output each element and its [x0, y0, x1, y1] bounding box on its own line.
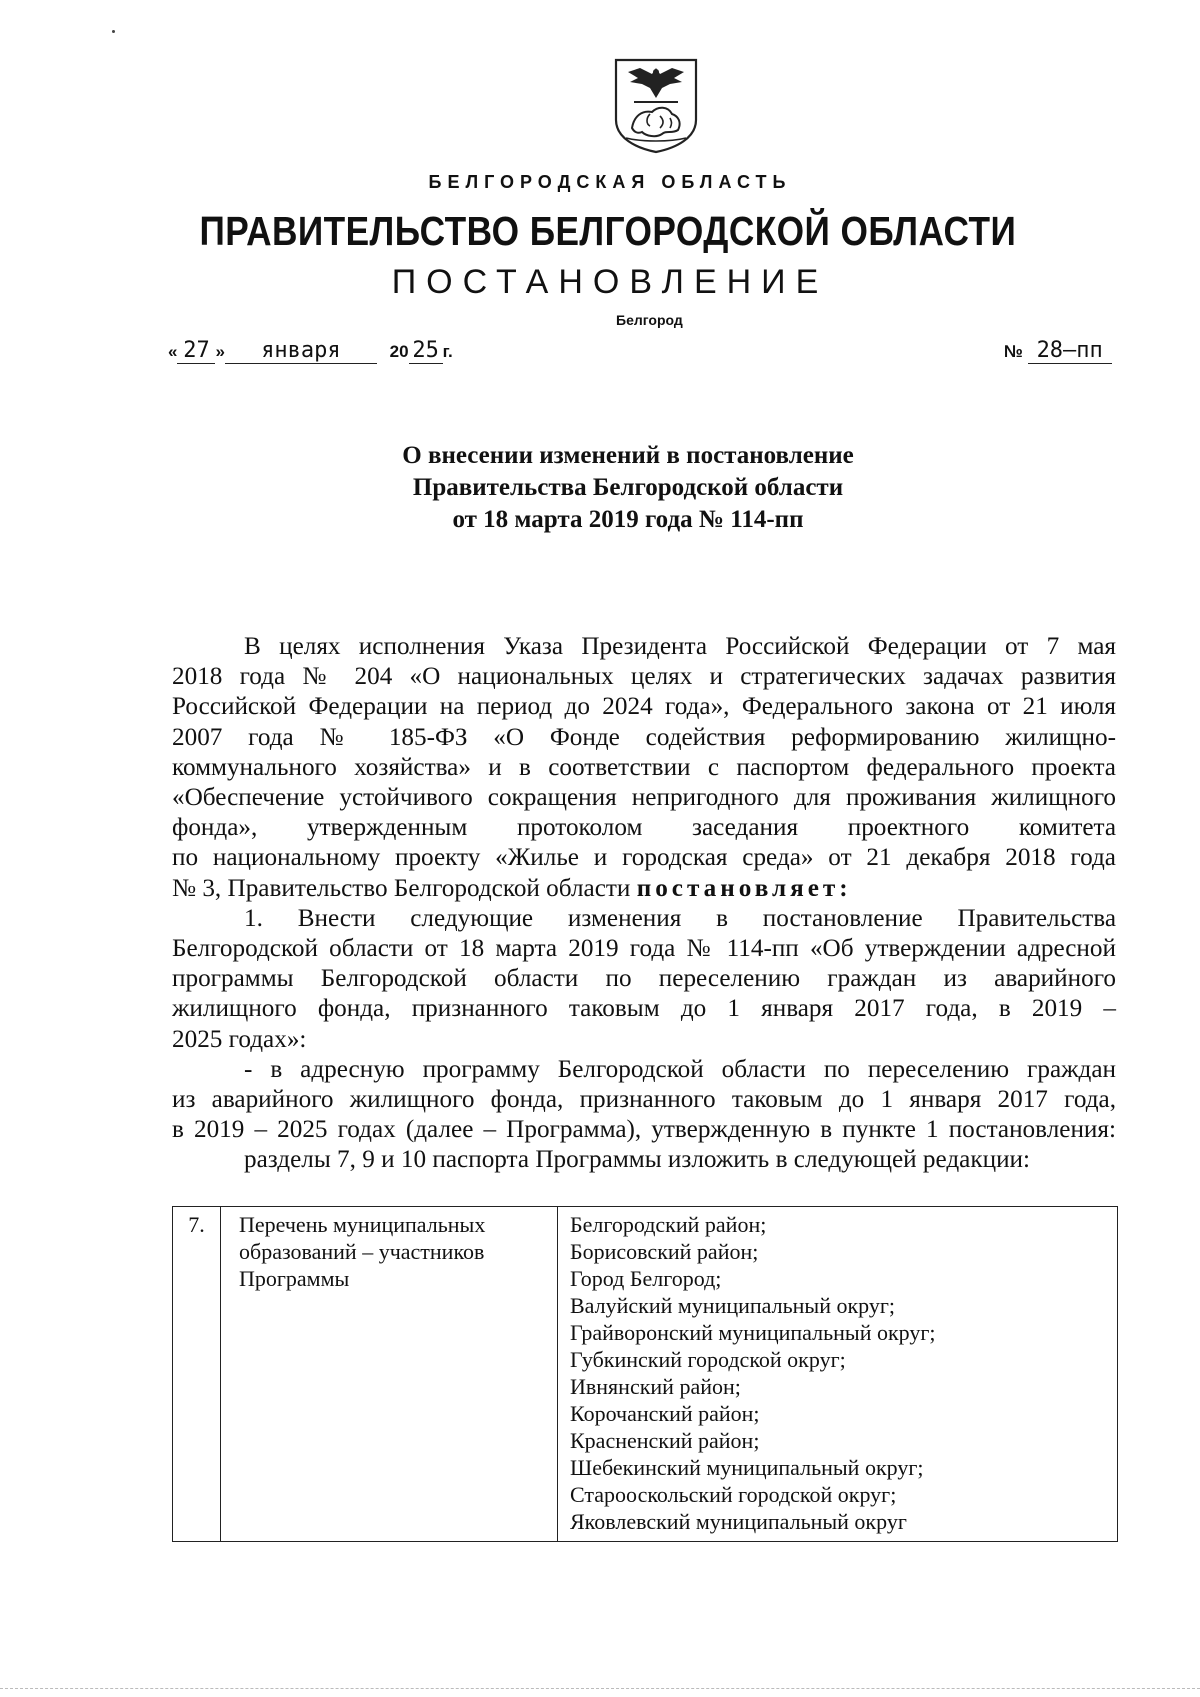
- title-line: Правительства Белгородской области: [412, 474, 844, 501]
- body-line: Российской Федерации на период до 2024 года», Федерального закона от 21 июля: [172, 693, 1116, 721]
- body-line: 1. Внести следующие изменения в постановление Правительства: [244, 904, 1116, 932]
- resolves-word: постановляет:: [636, 874, 852, 902]
- body-line: «Обеспечение устойчивого сокращения непригодного для проживания жилищного: [172, 784, 1116, 812]
- body-line: 2018 года № 204 «О национальных целях и стратегических задачах развития: [172, 663, 1116, 691]
- document-date: [168, 338, 453, 364]
- list-item: Корочанский район;: [570, 1401, 760, 1426]
- body-line: Белгородской области от 18 марта 2019 года № 114-пп «Об утверждении адресной: [172, 935, 1116, 963]
- table-row: [173, 1207, 1118, 1542]
- section-label-cell: [221, 1207, 558, 1542]
- label-line: Программы: [239, 1266, 350, 1291]
- date-month: января: [225, 338, 377, 364]
- region-heading: БЕЛГОРОДСКАЯ ОБЛАСТЬ: [428, 172, 792, 192]
- list-item: Губкинский городской округ;: [570, 1347, 846, 1372]
- body-line: коммунального хозяйства» и в соответствии с паспортом федерального проекта: [172, 753, 1116, 781]
- date-year-mark: г.: [442, 342, 453, 361]
- municipalities-cell: [558, 1207, 1118, 1542]
- body-line: - в адресную программу Белгородской области по переселению граждан: [244, 1055, 1116, 1083]
- list-item: Белгородский район;: [570, 1212, 767, 1237]
- date-open-quote: «: [168, 342, 178, 361]
- program-passport-table: [172, 1206, 1118, 1542]
- body-line: программы Белгородской области по переселению граждан из аварийного: [172, 965, 1116, 993]
- scan-edge-line: [0, 1688, 1200, 1689]
- date-year-suffix: 25: [409, 338, 443, 364]
- list-item: Яковлевский муниципальный округ: [570, 1509, 907, 1534]
- coat-of-arms-emblem: [612, 58, 700, 154]
- document-number: [1004, 338, 1112, 364]
- intro-last-text: № 3, Правительство Белгородской области: [172, 874, 631, 902]
- list-item: Старооскольский городской округ;: [570, 1482, 897, 1507]
- list-item: Шебекинский муниципальный округ;: [570, 1455, 924, 1480]
- list-item: Грайворонский муниципальный округ;: [570, 1320, 936, 1345]
- title-line: О внесении изменений в постановление: [402, 442, 854, 469]
- body-line: по национальному проекту «Жилье и городская среда» от 21 декабря 2018 года: [172, 844, 1116, 872]
- body-line: из аварийного жилищного фонда, признанного таковым до 1 января 2017 года,: [172, 1086, 1116, 1114]
- issuing-city: Белгород: [616, 312, 683, 328]
- date-close-quote: »: [215, 342, 225, 361]
- document-body: [172, 632, 1116, 1176]
- body-line: жилищного фонда, признанного таковым до 1 января 2017 года, в 2019 –: [172, 995, 1116, 1023]
- body-line: фонда», утвержденным протоколом заседания проектного комитета: [172, 814, 1116, 842]
- body-line: [172, 874, 1116, 904]
- date-year-prefix: 20: [389, 342, 409, 361]
- body-line: 2025 годах»:: [172, 1025, 307, 1053]
- body-line: В целях исполнения Указа Президента Российской Федерации от 7 мая: [244, 633, 1116, 660]
- body-line: 2007 года № 185-ФЗ «О Фонде содействия реформированию жилищно-: [172, 723, 1116, 751]
- body-line: в 2019 – 2025 годах (далее – Программа), утвержденную в пункте 1 постановления:: [172, 1116, 1116, 1144]
- number-value: 28–пп: [1028, 338, 1112, 364]
- section-number-cell: 7.: [173, 1207, 221, 1542]
- list-item: Красненский район;: [570, 1428, 760, 1453]
- document-type-heading: ПОСТАНОВЛЕНИЕ: [391, 263, 829, 301]
- list-item: Валуйский муниципальный округ;: [570, 1293, 896, 1318]
- government-heading: ПРАВИТЕЛЬСТВО БЕЛГОРОДСКОЙ ОБЛАСТИ: [199, 208, 1017, 254]
- label-line: Перечень муниципальных: [239, 1212, 486, 1237]
- number-label: №: [1004, 342, 1023, 361]
- date-day: 27: [177, 338, 215, 364]
- document-title: [0, 440, 1200, 536]
- title-line: от 18 марта 2019 года № 114-пп: [452, 506, 804, 533]
- list-item: Город Белгород;: [570, 1266, 722, 1291]
- scan-speck: [112, 30, 115, 33]
- label-line: образований – участников: [239, 1239, 485, 1264]
- body-line: разделы 7, 9 и 10 паспорта Программы изложить в следующей редакции:: [244, 1146, 1031, 1174]
- list-item: Ивнянский район;: [570, 1374, 741, 1399]
- list-item: Борисовский район;: [570, 1239, 759, 1264]
